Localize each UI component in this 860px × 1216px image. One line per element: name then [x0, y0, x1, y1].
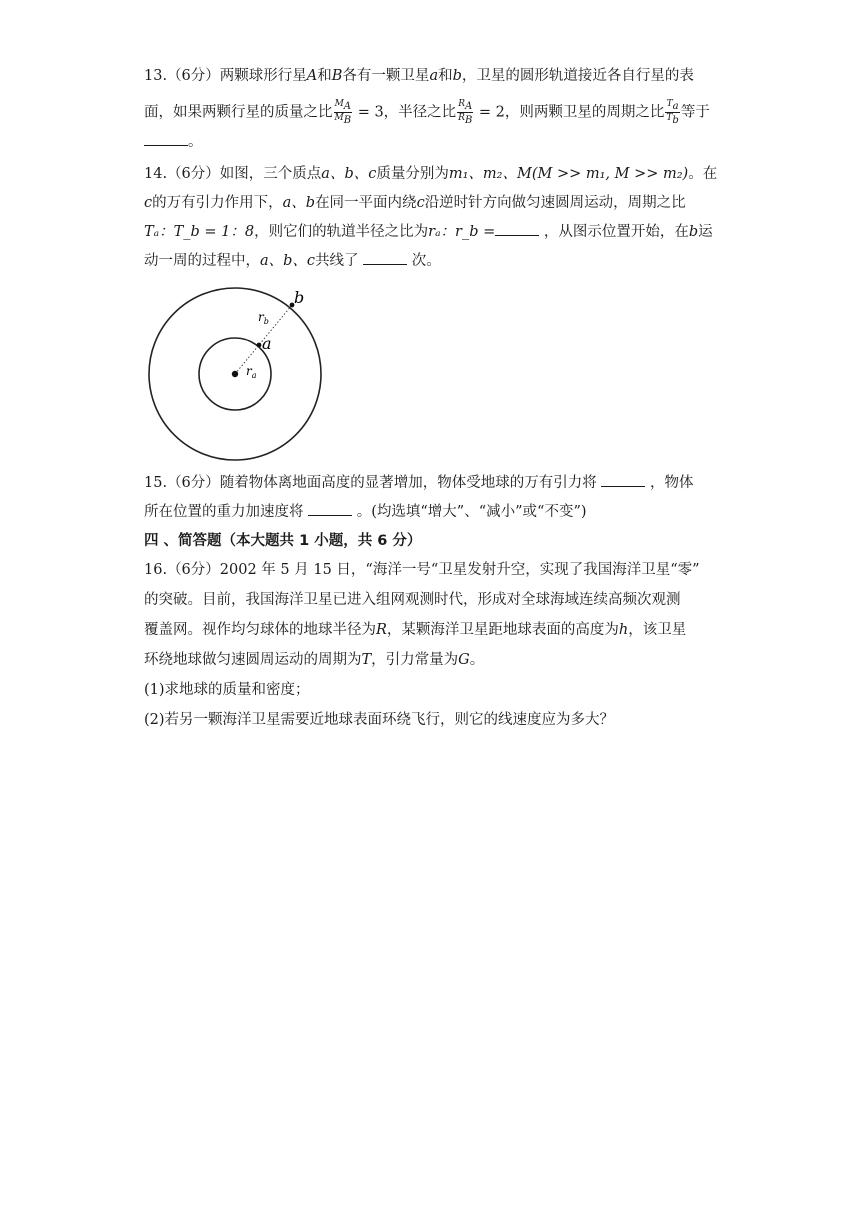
q14-var: c [144, 195, 153, 211]
q14-vars: a、b、c [321, 166, 377, 182]
q13-text: 面，如果两颗行星的质量之比 [144, 104, 333, 121]
q13-text: ，卫星的圆形轨道接近各自行星的表 [461, 68, 694, 84]
q13-line-1 [144, 66, 694, 86]
q16-text: 覆盖网。视作均匀球体的地球半径为 [144, 622, 376, 638]
q16-line-2: 的突破。目前，我国海洋卫星已进入组网观测时代，形成对全球海域连续高频次观测 [144, 592, 681, 608]
q13-number: 13. [144, 68, 168, 84]
q15-score: （6分） [167, 475, 220, 491]
q15-text: 。(均选填“增大”、“减小”或“不变”) [356, 504, 587, 520]
q14-text: 动一周的过程中， [144, 253, 260, 269]
q13-text: ，半径之比 [383, 104, 457, 121]
q13-text: 。 [188, 134, 203, 150]
q14-masses: m₁、m₂、M(M >> m₁, M >> m₂) [448, 166, 689, 182]
q15-text: 随着物体离地面高度的显著增加，物体受地球的万有引力将 [219, 475, 597, 491]
q16-text: 。 [469, 652, 485, 668]
q13-line-3 [144, 132, 203, 152]
q14-var: b [688, 224, 699, 240]
q16-line-4 [144, 650, 484, 670]
q14-text: 次。 [411, 253, 441, 269]
q14-number: 14. [144, 166, 168, 182]
q14-text: 。在 [688, 166, 718, 182]
q14-score: （6分） [167, 166, 220, 182]
q14-text: ，从图示位置开始，在 [543, 224, 689, 240]
q16-number: 16. [144, 562, 168, 578]
q16-text: ，该卫星 [628, 622, 687, 638]
q16-line-3 [144, 620, 686, 640]
var-h: h [618, 622, 629, 638]
q14-var: c [416, 195, 425, 211]
q14-text: 沿逆时针方向做匀速圆周运动，周期之比 [424, 195, 686, 211]
var-T: T [361, 652, 372, 668]
radius-ratio: rₐ：r_b = [428, 224, 496, 240]
center-mass-c [232, 371, 238, 377]
q14-text: 运 [698, 224, 713, 240]
orbit-diagram [146, 283, 326, 463]
q16-text: 2002 年 5 月 15 日，“海洋一号“卫星发射升空，实现了我国海洋卫星“零” [219, 562, 700, 578]
section-4-title: 四 、简答题（本大题共 1 小题，共 6 分） [144, 533, 422, 549]
q15-line-2 [144, 502, 587, 522]
planet-a-var: A [306, 68, 318, 84]
q14-line-2 [144, 193, 686, 213]
q15-blank-1[interactable] [601, 474, 645, 487]
q14-blank-2[interactable] [363, 252, 407, 265]
period-ratio: Tₐ：T_b = 1：8 [144, 224, 255, 240]
q15-text: ，物体 [650, 475, 694, 491]
period-ratio-fraction: $\frac{T_a}{T_b}$ [666, 99, 679, 126]
satellite-a-var: a [429, 68, 439, 84]
q14-text: 共线了 [315, 253, 359, 269]
mass-ratio-value: = 3 [357, 104, 384, 121]
particle-a [257, 343, 262, 348]
q16-sub-2: (2)若另一颗海洋卫星需要近地球表面环绕飞行，则它的线速度应为多大？ [144, 712, 615, 728]
q14-line-3 [144, 222, 713, 242]
q13-text: ，则两颗卫星的周期之比 [504, 104, 665, 121]
q13-text: 两颗球形行星 [219, 68, 307, 84]
satellite-b-var: b [452, 68, 462, 84]
q14-text: ，则它们的轨道半径之比为 [254, 224, 429, 240]
q15-number: 15. [144, 475, 168, 491]
q14-text: 质量分别为 [376, 166, 449, 182]
label-b: b [294, 288, 305, 307]
q13-text: 各有一颗卫星 [342, 68, 430, 84]
q14-text: 如图，三个质点 [219, 166, 322, 182]
q14-text: 的万有引力作用下， [152, 195, 283, 211]
q14-blank-1[interactable] [495, 223, 539, 236]
q14-text: 在同一平面内绕 [315, 195, 417, 211]
q16-line-1 [144, 560, 700, 580]
q16-text: ，某颗海洋卫星距地球表面的高度为 [386, 622, 619, 638]
planet-b-var: B [331, 68, 343, 84]
q13-text: 等于 [680, 104, 710, 121]
q13-text: 和 [438, 68, 453, 84]
q15-text: 所在位置的重力加速度将 [144, 504, 304, 520]
q14-vars: a、b、c [260, 253, 316, 269]
label-rb: $r_b$ [258, 310, 269, 326]
q16-sub-1: (1)求地球的质量和密度； [144, 682, 310, 698]
q15-blank-2[interactable] [308, 503, 352, 516]
label-ra: $r_a$ [246, 364, 257, 380]
label-a: a [262, 334, 272, 353]
q14-line-4 [144, 251, 441, 271]
q13-text: 和 [317, 68, 332, 84]
q15-line-1 [144, 473, 694, 493]
q16-score: （6分） [167, 562, 220, 578]
var-G: G [458, 652, 470, 668]
var-R: R [376, 622, 387, 638]
radius-ratio-fraction: $\frac{R_A}{R_B}$ [458, 99, 473, 126]
mass-ratio-fraction: $\frac{M_A}{M_B}$ [334, 99, 352, 126]
q13-line-2 [144, 99, 710, 126]
radius-ratio-value: = 2 [478, 104, 505, 121]
q16-text: ，引力常量为 [371, 652, 459, 668]
q14-line-1 [144, 164, 717, 184]
q13-score: （6分） [167, 68, 220, 84]
q16-text: 环绕地球做匀速圆周运动的周期为 [144, 652, 362, 668]
q13-answer-blank[interactable] [144, 133, 188, 146]
q14-var: a、b [282, 195, 316, 211]
